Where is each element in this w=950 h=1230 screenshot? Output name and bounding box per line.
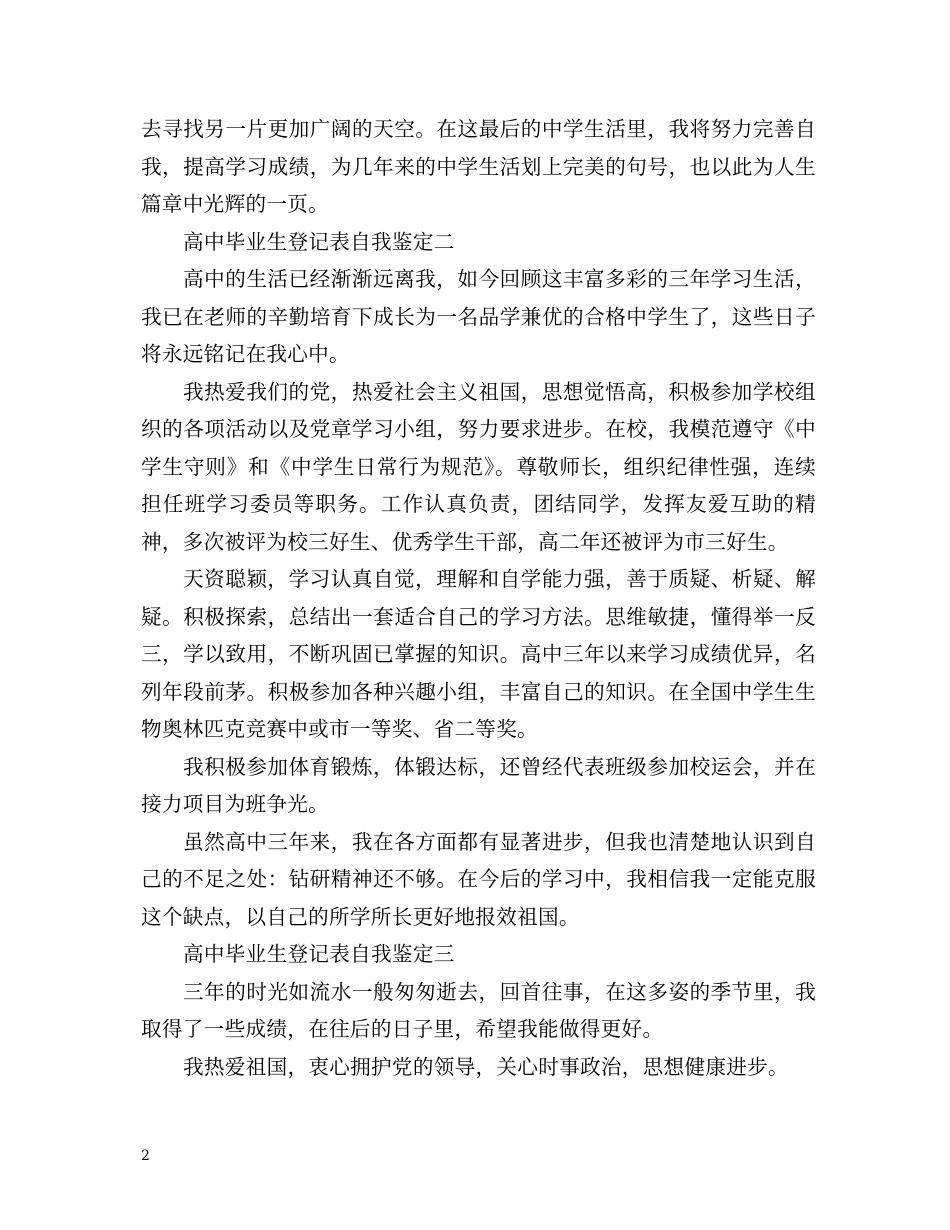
- paragraph-3: 高中的生活已经渐渐远离我，如今回顾这丰富多彩的三年学习生活，我已在老师的辛勤培育下成长为一名品学兼优的合格中学生了，这些日子将永远铭记在我心中。: [141, 267, 816, 366]
- paragraph-9: 三年的时光如流水一般匆匆逝去，回首往事，在这多姿的季节里，我取得了一些成绩，在往后的日子里，希望我能做得更好。: [141, 979, 816, 1041]
- paragraph-1: 去寻找另一片更加广阔的天空。在这最后的中学生活里，我将努力完善自我，提高学习成绩，为几年来的中学生活划上完美的句号，也以此为人生篇章中光辉的一页。: [141, 117, 816, 216]
- section-heading-3: 高中毕业生登记表自我鉴定三: [183, 942, 455, 966]
- paragraph-10: 我热爱祖国，衷心拥护党的领导，关心时事政治，思想健康进步。: [183, 1054, 789, 1079]
- paragraph-5: 天资聪颖，学习认真自觉，理解和自学能力强，善于质疑、析疑、解疑。积极探索，总结出一套适合自己的学习方法。思维敏捷，懂得举一反三，学以致用，不断巩固已掌握的知识。高中三年以来学习成绩优异，名列年段前茅。积极参加各种兴趣小组，丰富自己的知识。在全国中学生生物奥林匹克竞赛中或市一等奖、省二等奖。: [141, 567, 816, 741]
- document-body: [141, 111, 816, 1086]
- section-heading-2: 高中毕业生登记表自我鉴定二: [183, 229, 455, 254]
- paragraph-7: 虽然高中三年来，我在各方面都有显著进步，但我也清楚地认识到自己的不足之处：钻研精神还不够。在今后的学习中，我相信我一定能克服这个缺点，以自己的所学所长更好地报效祖国。: [141, 829, 816, 929]
- paragraph-6: 我积极参加体育锻炼，体锻达标，还曾经代表班级参加校运会，并在接力项目为班争光。: [141, 754, 816, 816]
- paragraph-4: 我热爱我们的党，热爱社会主义祖国，思想觉悟高，积极参加学校组织的各项活动以及党章学习小组，努力要求进步。在校，我模范遵守《中学生守则》和《中学生日常行为规范》。尊敬师长，组织纪律性强，连续担任班学习委员等职务。工作认真负责，团结同学，发挥友爱互助的精神，多次被评为校三好生、优秀学生干部，高二年还被评为市三好生。: [141, 379, 816, 554]
- page-number: 2: [141, 1148, 150, 1164]
